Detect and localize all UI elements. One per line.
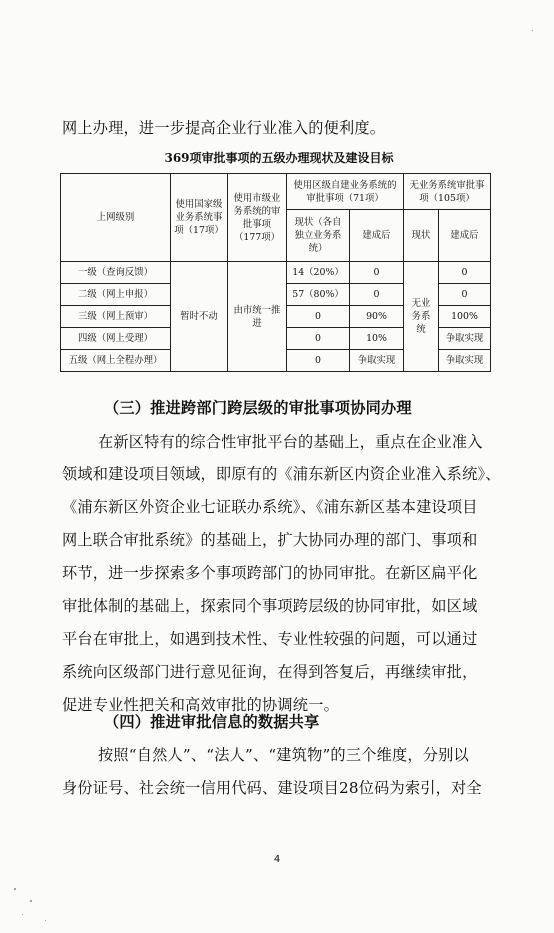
header-none: 无业务系统审批事项（105项） — [404, 174, 491, 210]
table-row — [61, 262, 491, 284]
none-after-cell: 争取实现 — [439, 350, 491, 372]
approval-levels-table — [60, 173, 491, 372]
header-none-target: 建成后 — [439, 210, 491, 262]
paragraph-line: 按照“自然人”、“法人”、“建筑物”的三个维度，分别以 — [98, 746, 469, 764]
header-district-status: 现状（各自独立业务系统） — [287, 210, 350, 262]
district-now-cell: 57（80%） — [287, 284, 350, 306]
paragraph-line: 身份证号、社会统一信用代码、建设项目28位码为索引，对全 — [62, 779, 482, 797]
none-status-cell: 无业务系统 — [404, 262, 439, 372]
district-after-cell: 90% — [350, 306, 404, 328]
paragraph-line: 平台在审批上，如遇到技术性、专业性较强的问题，可以通过 — [62, 630, 478, 648]
district-after-cell: 争取实现 — [350, 350, 404, 372]
scan-speck — [22, 914, 23, 915]
paragraph-line: 审批体制的基础上，探索同个事项跨层级的协同审批，如区域 — [62, 597, 478, 615]
text-line: 网上办理，进一步提高企业行业准入的便利度。 — [62, 119, 386, 137]
paragraph-line: 《浦东新区外资企业七证联办系统》、《浦东新区基本建设项目 — [62, 498, 478, 516]
district-after-cell: 10% — [350, 328, 404, 350]
scan-speck — [30, 900, 32, 902]
paragraph-line: 在新区特有的综合性审批平台的基础上，重点在企业准入 — [98, 433, 483, 451]
level-cell: 三级（网上预审） — [61, 306, 171, 328]
header-district: 使用区级自建业务系统的审批事项（71项） — [287, 174, 404, 210]
none-after-cell: 0 — [439, 262, 491, 284]
scan-speck — [532, 30, 533, 31]
district-now-cell: 0 — [287, 306, 350, 328]
level-cell: 一级（查询反馈） — [61, 262, 171, 284]
paragraph-line: 促进专业性把关和高效审批的协调统一。 — [62, 696, 339, 714]
header-none-status: 现状 — [404, 210, 439, 262]
header-district-target: 建成后 — [350, 210, 404, 262]
scan-speck — [45, 920, 46, 921]
none-after-cell: 争取实现 — [439, 328, 491, 350]
level-cell: 二级（网上申报） — [61, 284, 171, 306]
level-cell: 四级（网上受理） — [61, 328, 171, 350]
district-now-cell: 14（20%） — [287, 262, 350, 284]
paragraph-line: 环节，进一步探索多个事项跨部门的协同审批。在新区扁平化 — [62, 564, 478, 582]
paragraph-line: 系统向区级部门进行意见征询，在得到答复后，再继续审批， — [62, 663, 478, 681]
table-caption: 369项审批事项的五级办理现状及建设目标 — [164, 151, 394, 165]
section-heading-3: （三）推进跨部门跨层级的审批事项协同办理 — [104, 399, 412, 417]
none-after-cell: 100% — [439, 306, 491, 328]
header-national: 使用国家级业务系统事项（17项） — [171, 174, 228, 262]
district-after-cell: 0 — [350, 262, 404, 284]
section-heading-4: （四）推进审批信息的数据共享 — [104, 713, 320, 731]
level-cell: 五级（网上全程办理） — [61, 350, 171, 372]
header-city: 使用市级业务系统的审批事项（177项） — [228, 174, 287, 262]
district-after-cell: 0 — [350, 284, 404, 306]
district-now-cell: 0 — [287, 328, 350, 350]
scan-speck — [14, 888, 16, 890]
page-number: 4 — [273, 854, 281, 865]
national-status-cell: 暂时不动 — [171, 262, 228, 372]
paragraph-line: 网上联合审批系统》的基础上，扩大协同办理的部门、事项和 — [62, 531, 478, 549]
city-status-cell: 由市统一推进 — [228, 262, 287, 372]
header-level: 上网级别 — [61, 174, 171, 262]
paragraph-line: 领域和建设项目领域，即原有的《浦东新区内资企业准入系统》、 — [62, 465, 501, 483]
district-now-cell: 0 — [287, 350, 350, 372]
none-after-cell: 0 — [439, 284, 491, 306]
